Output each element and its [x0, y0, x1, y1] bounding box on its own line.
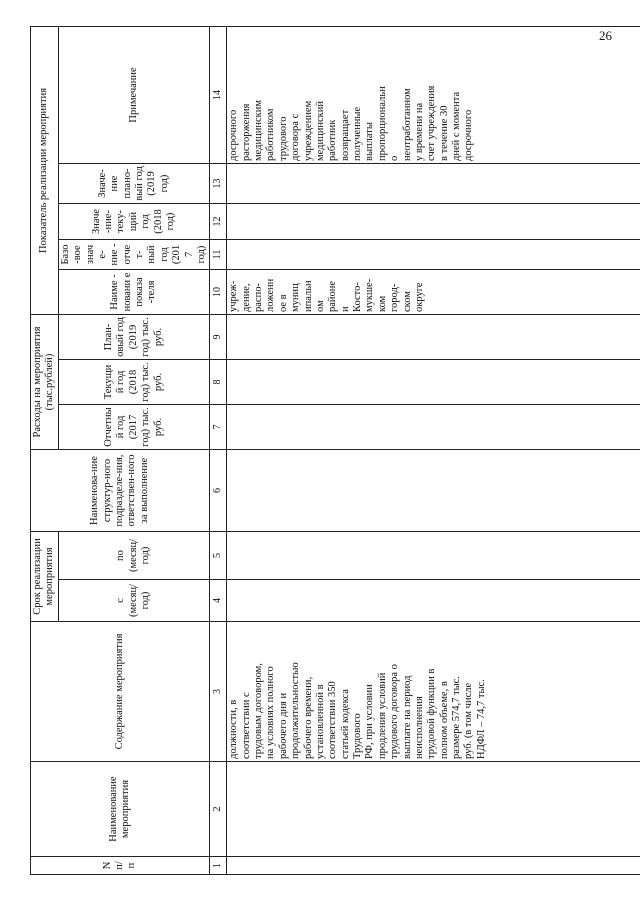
rotated-table-wrapper: [30, 27, 630, 875]
content-text-line: полном объеме, в: [438, 681, 450, 759]
indicator-name-text-line: мукше-: [364, 278, 376, 312]
header-indicator-name: Наиме - новани е показа -теля: [58, 269, 210, 314]
header-indicator-base: Базо -вое знач е- ние - отче т- ный год (201 7 год): [58, 239, 210, 269]
cell-cost-planned: [227, 314, 640, 359]
header-content: Содержание мероприятия: [31, 622, 210, 762]
column-number: 12: [210, 203, 227, 239]
page-number: 26: [599, 28, 612, 43]
column-number: 3: [210, 622, 227, 762]
content-text-line: рабочего времени,: [302, 676, 314, 759]
content-text-line: продления условий: [376, 672, 388, 759]
content-text-line: НДФЛ – 74,7 тыс.: [475, 679, 487, 759]
indicator-name-text-line: округе: [413, 282, 425, 312]
header-period: Срок реализации мероприятия: [31, 532, 59, 622]
header-name: Наименование мероприятия: [31, 762, 210, 857]
note-text-line: расторжения: [240, 103, 252, 161]
note-text-line: счет учреждения: [426, 85, 438, 161]
content-text-line: статьей кодекса: [339, 689, 351, 759]
column-number: 13: [210, 163, 227, 203]
note-text-line: учреждением: [302, 100, 314, 161]
cell-name: [227, 762, 640, 857]
note-text-line: пропорциональн: [376, 86, 388, 161]
cell-period-to: [227, 532, 640, 580]
note-text-line: медицинский: [314, 100, 326, 161]
note-text-line: в течение 30: [438, 105, 450, 161]
cell-indicator-name: [227, 269, 640, 314]
header-costs: Расходы на мероприятия (тыс.рублей): [31, 314, 59, 449]
cell-unit: [227, 450, 640, 532]
cell-period-from: [227, 580, 640, 622]
note-text-line: неотработанном: [401, 88, 413, 161]
table-row: [227, 26, 640, 874]
content-text-line: неисполнения: [413, 696, 425, 759]
indicator-name-text-line: ипальн: [302, 280, 314, 312]
note-text-line: работником: [265, 108, 277, 161]
note-text-line: у времени на: [413, 102, 425, 161]
indicator-name-text-line: ском: [401, 291, 413, 312]
cell-indicator-base: [227, 239, 640, 269]
cell-indicator-current: [227, 203, 640, 239]
indicator-name-text-line: ложенн: [265, 278, 277, 312]
content-text-line: соответствии с: [240, 692, 252, 759]
content-text-line: должности, в: [228, 699, 240, 759]
content-text-line: Трудового: [352, 713, 363, 759]
header-indicator-current: Значе -ние- теку- щий год (2018 год): [58, 203, 210, 239]
indicator-name-text-line: ом: [314, 300, 326, 312]
cell-cost-reported: [227, 405, 640, 450]
cell-n: [227, 857, 640, 875]
note-text-line: полученные: [352, 106, 363, 161]
column-number: 7: [210, 405, 227, 450]
content-text-line: на условиях полного: [265, 666, 277, 759]
header-n: N п/п: [31, 857, 210, 875]
header-cost-reported: Отчетны й год (2017 год) тыс. руб.: [58, 405, 210, 450]
note-text-line: возвращает: [339, 109, 351, 161]
content-text-line: выплате на период: [401, 675, 413, 759]
indicator-name-text-line: Косто-: [352, 282, 363, 312]
content-text-line: РФ, при условии: [364, 684, 376, 759]
header-cost-planned: План-овый год (2019 год) тыс. руб.: [58, 314, 210, 359]
content-text-line: продолжительностью: [290, 662, 302, 759]
content-text-line: трудовым договором,: [253, 663, 264, 759]
indicator-name-text-line: ком: [376, 295, 388, 312]
content-text-line: трудового договора о: [389, 664, 401, 759]
column-number: 14: [210, 26, 227, 163]
content-text-line: размере 574,7 тыс.: [451, 676, 462, 759]
indicator-name-text-line: учреж-: [228, 280, 240, 312]
column-number: 2: [210, 762, 227, 857]
header-indicator-planned: Значе- ние плано- вый год (2019 год): [58, 163, 210, 203]
header-period-from: с (месяц/ год): [58, 580, 210, 622]
header-row-1: [31, 26, 59, 874]
indicator-name-text-line: ое в: [277, 294, 289, 312]
header-indicator: Показатель реализации мероприятия: [31, 26, 59, 314]
column-number: 11: [210, 239, 227, 269]
indicator-name-text-line: и: [339, 306, 351, 312]
column-number: 9: [210, 314, 227, 359]
note-text-line: досрочного: [228, 109, 240, 161]
note-text-line: договора с: [290, 113, 302, 161]
activities-table: [30, 26, 640, 875]
note-text-line: трудового: [277, 116, 289, 161]
content-text-line: соответствии 350: [327, 681, 339, 759]
header-cost-current: Текущи й год (2018 год) тыс. руб.: [58, 360, 210, 405]
column-number: 8: [210, 360, 227, 405]
header-unit: Наименова-ние структур-ного подразделе-ния, ответствен-ного за выполнение: [31, 450, 210, 532]
cell-indicator-planned: [227, 163, 640, 203]
column-number: 1: [210, 857, 227, 875]
content-text-line: руб. (в том числе: [463, 682, 475, 759]
column-number: 10: [210, 269, 227, 314]
cell-note: [227, 26, 640, 163]
indicator-name-text-line: муниц: [290, 283, 302, 312]
column-number: 6: [210, 450, 227, 532]
header-period-to: по (месяц/ год): [58, 532, 210, 580]
indicator-name-text-line: город-: [389, 283, 401, 312]
content-text-line: трудовой функции в: [426, 668, 438, 759]
content-text-line: установленной в: [314, 684, 326, 759]
column-number: 4: [210, 580, 227, 622]
note-text-line: работник: [327, 119, 339, 161]
note-text-line: дней с момента: [451, 91, 462, 161]
note-text-line: выплаты: [364, 122, 376, 161]
cell-cost-current: [227, 360, 640, 405]
column-number: 5: [210, 532, 227, 580]
cell-content: [227, 622, 640, 762]
note-text-line: досрочного: [463, 109, 475, 161]
header-note: Примечание: [58, 26, 210, 163]
content-text-line: рабочего дня и: [277, 692, 289, 759]
indicator-name-text-line: районе: [327, 280, 339, 312]
indicator-name-text-line: дение,: [240, 283, 252, 312]
note-text-line: медицинским: [253, 99, 264, 161]
indicator-name-text-line: распо-: [253, 283, 264, 312]
note-text-line: о: [389, 155, 401, 161]
column-number-row: [210, 26, 227, 874]
